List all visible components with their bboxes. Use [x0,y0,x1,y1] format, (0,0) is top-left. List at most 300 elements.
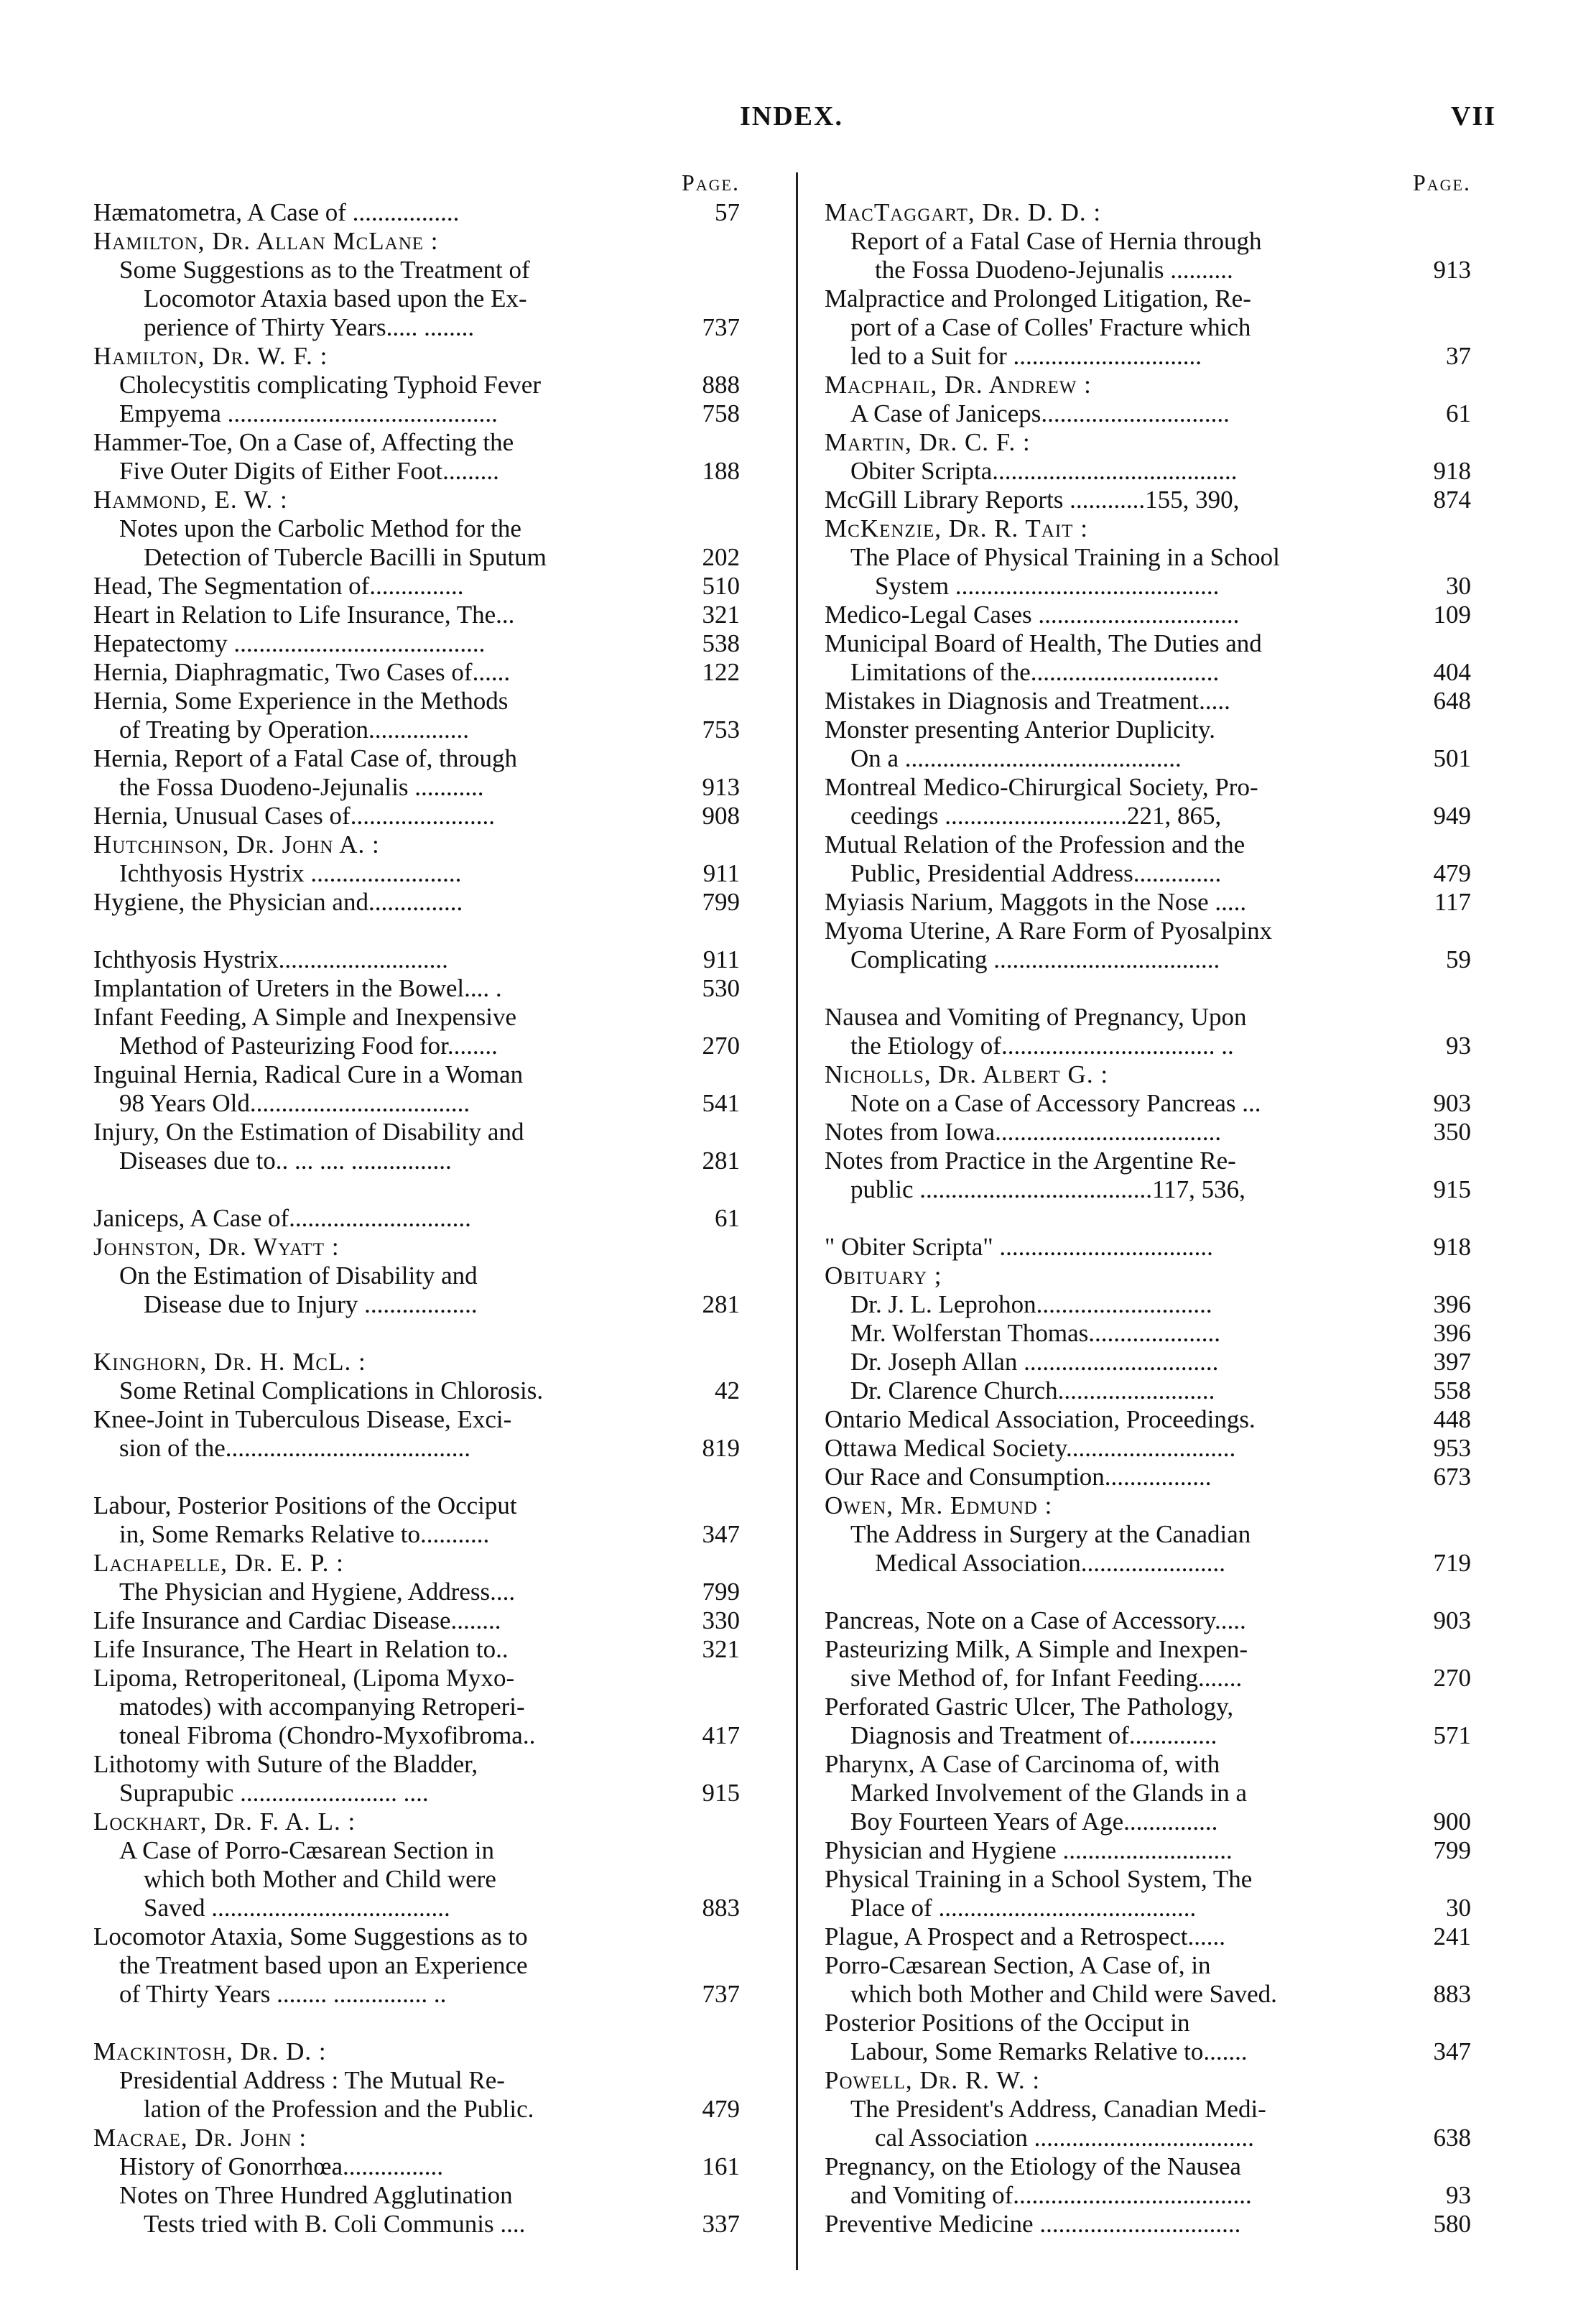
index-entry [93,716,740,744]
index-entry [825,687,1471,716]
entry-page-number: 281 [702,1290,740,1318]
entry-text: of Thirty Years ........ ............... .. [119,1980,447,2008]
entry-page-number: 161 [702,2152,740,2180]
entry-text: sion of the....................................... [119,1434,471,1462]
index-entry [825,601,1471,629]
entry-text: Ichthyosis Hystrix ........................ [119,859,462,887]
entry-text: Hamilton, Dr. W. F. : [93,342,328,370]
index-entry [825,1664,1471,1693]
section-gap [825,1578,1471,1606]
index-entry [825,2095,1471,2124]
index-entry [825,658,1471,687]
entry-text: Some Suggestions as to the Treatment of [119,256,530,284]
entry-text: McKenzie, Dr. R. Tait : [825,514,1088,542]
entry-page-number: 93 [1446,1032,1471,1060]
entry-text: sive Method of, for Infant Feeding....... [850,1664,1243,1692]
index-entry [93,687,740,716]
author-heading [825,1262,1471,1290]
entry-page-number: 558 [1433,1376,1471,1404]
index-entry [93,888,740,917]
entry-text: Medico-Legal Cases ................................ [825,601,1240,629]
index-entry [93,2152,740,2181]
author-heading [825,2066,1471,2095]
index-entry [825,2124,1471,2152]
entry-page-number: 719 [1433,1549,1471,1577]
entry-text: MacTaggart, Dr. D. D. : [825,198,1102,226]
index-entry [93,457,740,486]
entry-text: Monster presenting Anterior Duplicity. [825,716,1216,744]
page-title: INDEX. [740,101,843,131]
index-entry [93,1290,740,1319]
entry-text: Place of ......................................... [850,1894,1197,1922]
index-entry [93,802,740,830]
section-gap [93,1463,740,1491]
entry-text: Obituary ; [825,1262,942,1290]
entry-text: Presidential Address : The Mutual Re- [119,2066,505,2094]
entry-text: Mistakes in Diagnosis and Treatment..... [825,687,1230,715]
entry-text: and Vomiting of...................................... [850,2181,1252,2209]
index-entry [825,2009,1471,2037]
entry-page-number: 330 [702,1606,740,1634]
entry-text: Method of Pasteurizing Food for........ [119,1032,498,1060]
index-entry [825,716,1471,744]
entry-text: " Obiter Scripta" .................................. [825,1233,1213,1261]
entry-page-number: 188 [702,457,740,485]
entry-text: Lithotomy with Suture of the Bladder, [93,1750,478,1778]
index-entry [93,1434,740,1463]
index-entry [825,399,1471,428]
index-entry [93,1147,740,1175]
index-entry [825,629,1471,658]
entry-text: Empyema ........................................... [119,399,498,427]
entry-page-number: 337 [702,2210,740,2238]
entry-page-number: 737 [702,1980,740,2008]
index-entry [825,572,1471,601]
entry-text: Life Insurance and Cardiac Disease........ [93,1606,501,1634]
entry-text: Life Insurance, The Heart in Relation to.. [93,1635,509,1663]
index-entry [825,1606,1471,1635]
entry-page-number: 479 [702,2095,740,2123]
entry-text: Posterior Positions of the Occiput in [825,2009,1190,2037]
entry-text: Lockhart, Dr. F. A. L. : [93,1808,356,1836]
entry-page-number: 538 [702,629,740,657]
entry-text: Hernia, Unusual Cases of....................... [93,802,495,830]
index-entry [825,1434,1471,1463]
index-entry [93,2181,740,2210]
entry-text: Marked Involvement of the Glands in a [850,1779,1248,1807]
entry-text: Municipal Board of Health, The Duties and [825,629,1262,657]
index-entry [93,1520,740,1549]
index-entry [825,773,1471,802]
entry-page-number: 321 [702,1635,740,1663]
entry-text: Hutchinson, Dr. John A. : [93,830,380,859]
entry-page-number: 417 [702,1721,740,1749]
index-entry [93,1721,740,1750]
entry-text: ceedings .............................221, 865, [850,802,1222,830]
index-entry [825,486,1471,514]
index-entry [825,1721,1471,1750]
entry-text: Hammer-Toe, On a Case of, Affecting the [93,428,514,456]
entry-page-number: 915 [702,1779,740,1807]
entry-page-number: 799 [702,888,740,916]
entry-text: Hamilton, Dr. Allan McLane : [93,227,439,255]
author-heading [825,198,1471,227]
entry-text: Limitations of the.............................. [850,658,1220,686]
entry-text: matodes) with accompanying Retroperi- [119,1693,525,1721]
index-entry [93,371,740,399]
entry-page-number: 350 [1433,1118,1471,1146]
entry-page-number: 30 [1446,572,1471,600]
index-entry [825,945,1471,974]
entry-text: Martin, Dr. C. F. : [825,428,1031,456]
entry-page-number: 479 [1433,859,1471,887]
entry-page-number: 117 [1434,888,1471,916]
entry-page-number: 913 [702,773,740,801]
index-entry [93,1635,740,1664]
index-entry [93,744,740,773]
entry-page-number: 753 [702,716,740,744]
entry-text: Lipoma, Retroperitoneal, (Lipoma Myxo- [93,1664,515,1692]
index-entry [825,284,1471,313]
entry-text: Heart in Relation to Life Insurance, The... [93,601,515,629]
index-entry-list [825,198,1471,2239]
entry-text: Complicating .................................... [850,945,1220,973]
entry-page-number: 61 [715,1204,740,1232]
author-heading [93,342,740,371]
entry-text: Pasteurizing Milk, A Simple and Inexpen- [825,1635,1248,1663]
entry-text: Nicholls, Dr. Albert G. : [825,1060,1109,1088]
index-entry [93,1693,740,1721]
index-entry [93,1262,740,1290]
entry-page-number: 953 [1433,1434,1471,1462]
entry-page-number: 580 [1433,2210,1471,2238]
entry-text: Saved ...................................... [144,1894,450,1922]
entry-text: The Place of Physical Training in a School [850,543,1280,571]
author-heading [93,227,740,256]
entry-text: Myiasis Narium, Maggots in the Nose ..... [825,888,1247,916]
index-entry [825,1951,1471,1980]
page-number: VII [1451,101,1497,131]
entry-text: Mutual Relation of the Profession and the [825,830,1245,859]
index-entry [825,1836,1471,1865]
index-entry [93,601,740,629]
entry-text: Porro-Cæsarean Section, A Case of, in [825,1951,1211,1979]
entry-page-number: 321 [702,601,740,629]
author-heading [825,371,1471,399]
entry-text: Pharynx, A Case of Carcinoma of, with [825,1750,1220,1778]
entry-text: Hepatectomy ........................................ [93,629,486,657]
index-entry [93,572,740,601]
index-entry [93,1779,740,1808]
entry-text: Injury, On the Estimation of Disability and [93,1118,524,1146]
entry-page-number: 908 [702,802,740,830]
entry-page-number: 530 [702,974,740,1002]
entry-text: Physician and Hygiene ........................... [825,1836,1233,1864]
index-entry [93,543,740,572]
index-entry [825,543,1471,572]
entry-page-number: 122 [702,658,740,686]
entry-text: Hernia, Diaphragmatic, Two Cases of...... [93,658,511,686]
author-heading [93,2124,740,2152]
index-entry [93,1750,740,1779]
entry-page-number: 883 [702,1894,740,1922]
entry-text: in, Some Remarks Relative to........... [119,1520,490,1548]
index-entry [93,945,740,974]
entry-page-number: 799 [702,1578,740,1606]
index-entry [825,1175,1471,1204]
index-entry [93,658,740,687]
entry-text: Medical Association....................... [875,1549,1226,1577]
index-entry [93,1491,740,1520]
index-column-left [93,170,740,2239]
entry-text: Inguinal Hernia, Radical Cure in a Woman [93,1060,524,1088]
entry-page-number: 949 [1433,802,1471,830]
index-entry [93,198,740,227]
entry-text: led to a Suit for .............................. [850,342,1202,370]
author-heading [93,1549,740,1578]
entry-text: Notes upon the Carbolic Method for the [119,514,521,542]
index-entry [825,2152,1471,2181]
index-entry [825,1922,1471,1951]
entry-text: Labour, Posterior Positions of the Occiput [93,1491,517,1519]
entry-text: Boy Fourteen Years of Age............... [850,1808,1218,1836]
index-entry [825,1147,1471,1175]
index-entry [93,1060,740,1089]
section-gap [93,2009,740,2037]
index-entry [93,1664,740,1693]
entry-text: Owen, Mr. Edmund : [825,1491,1053,1519]
author-heading [825,514,1471,543]
entry-text: Obiter Scripta....................................... [850,457,1238,485]
entry-text: 98 Years Old................................... [119,1089,470,1117]
index-entry [825,1319,1471,1348]
index-entry [93,1405,740,1434]
index-entry [93,1578,740,1606]
entry-text: Report of a Fatal Case of Hernia through [850,227,1262,255]
entry-text: Implantation of Ureters in the Bowel.... . [93,974,502,1002]
entry-page-number: 819 [702,1434,740,1462]
entry-text: Detection of Tubercle Bacilli in Sputum [144,543,547,571]
index-entry [93,1836,740,1865]
entry-text: Head, The Segmentation of............... [93,572,464,600]
index-entry [825,1808,1471,1836]
index-entry [825,1233,1471,1262]
index-entry [825,256,1471,284]
entry-text: Diseases due to.. ... .... ................ [119,1147,452,1175]
entry-text: Knee-Joint in Tuberculous Disease, Exci- [93,1405,512,1433]
entry-page-number: 281 [702,1147,740,1175]
section-gap [93,1175,740,1204]
entry-text: Cholecystitis complicating Typhoid Fever [119,371,541,399]
entry-text: On the Estimation of Disability and [119,1262,478,1290]
index-entry [93,284,740,313]
index-entry [825,1894,1471,1922]
entry-text: System .......................................... [875,572,1220,600]
entry-page-number: 638 [1433,2124,1471,2152]
index-entry [93,514,740,543]
entry-text: the Treatment based upon an Experience [119,1951,528,1979]
entry-text: toneal Fibroma (Chondro-Myxofibroma.. [119,1721,536,1749]
entry-text: Locomotor Ataxia, Some Suggestions as to [93,1922,528,1950]
index-entry [93,1951,740,1980]
index-entry [825,917,1471,945]
author-heading [93,830,740,859]
entry-text: Mr. Wolferstan Thomas..................... [850,1319,1221,1347]
index-entry [825,1003,1471,1032]
entry-text: Suprapubic ......................... .... [119,1779,429,1807]
entry-text: Notes from Iowa.................................... [825,1118,1222,1146]
entry-text: Pancreas, Note on a Case of Accessory..... [825,1606,1246,1634]
index-entry [825,1290,1471,1319]
entry-text: Ontario Medical Association, Proceedings. [825,1405,1256,1433]
index-entry [93,1003,740,1032]
index-entry [825,227,1471,256]
entry-text: Nausea and Vomiting of Pregnancy, Upon [825,1003,1247,1031]
entry-text: Macphail, Dr. Andrew : [825,371,1092,399]
entry-text: Montreal Medico-Chirurgical Society, Pro- [825,773,1258,801]
entry-page-number: 501 [1433,744,1471,772]
entry-text: Physical Training in a School System, The [825,1865,1253,1893]
index-entry [825,313,1471,342]
section-gap [825,1204,1471,1233]
entry-text: Infant Feeding, A Simple and Inexpensive [93,1003,517,1031]
section-gap [93,917,740,945]
entry-text: Myoma Uterine, A Rare Form of Pyosalpinx [825,917,1273,945]
entry-page-number: 911 [702,859,740,887]
index-entry [93,313,740,342]
entry-page-number: 571 [1433,1721,1471,1749]
index-entry [825,1865,1471,1894]
entry-page-number: 888 [702,371,740,399]
entry-page-number: 37 [1446,342,1471,370]
entry-text: Malpractice and Prolonged Litigation, Re- [825,284,1251,313]
entry-text: Dr. J. L. Leprohon............................ [850,1290,1212,1318]
entry-page-number: 57 [715,198,740,226]
entry-text: Some Retinal Complications in Chlorosis. [119,1376,544,1404]
entry-text: Dr. Joseph Allan ............................... [850,1348,1219,1376]
entry-page-number: 903 [1433,1606,1471,1634]
entry-text: public .....................................117, 536, [850,1175,1245,1203]
author-heading [93,1233,740,1262]
index-entry [825,888,1471,917]
entry-text: The President's Address, Canadian Medi- [850,2095,1266,2123]
entry-page-number: 347 [1433,2037,1471,2065]
index-entry [93,1894,740,1922]
index-entry [93,256,740,284]
index-entry [825,457,1471,486]
index-entry [825,1779,1471,1808]
entry-text: Note on a Case of Accessory Pancreas ... [850,1089,1261,1117]
entry-text: McGill Library Reports ............155, 390, [825,486,1240,514]
index-entry [93,1865,740,1894]
index-entry [825,1348,1471,1376]
entry-text: Public, Presidential Address.............. [850,859,1222,887]
author-heading [825,1060,1471,1089]
index-entry [93,2210,740,2239]
index-entry [93,1922,740,1951]
entry-page-number: 404 [1433,658,1471,686]
entry-text: Janiceps, A Case of............................. [93,1204,471,1232]
entry-text: which both Mother and Child were Saved. [850,1980,1277,2008]
entry-text: Kinghorn, Dr. H. McL. : [93,1348,366,1376]
entry-page-number: 903 [1433,1089,1471,1117]
entry-text: of Treating by Operation................ [119,716,470,744]
index-entry [93,859,740,888]
author-heading [93,2037,740,2066]
entry-page-number: 42 [715,1376,740,1404]
entry-text: Pregnancy, on the Etiology of the Nausea [825,2152,1241,2180]
entry-text: The Address in Surgery at the Canadian [850,1520,1251,1548]
entry-text: the Fossa Duodeno-Jejunalis .......... [875,256,1233,284]
index-entry [93,2095,740,2124]
entry-page-number: 673 [1433,1463,1471,1491]
entry-page-number: 918 [1433,457,1471,485]
author-heading [93,1808,740,1836]
index-entry [825,1693,1471,1721]
entry-text: Perforated Gastric Ulcer, The Pathology, [825,1693,1234,1721]
entry-page-number: 61 [1446,399,1471,427]
index-entry [825,830,1471,859]
index-entry [93,1376,740,1405]
entry-text: Lachapelle, Dr. E. P. : [93,1549,344,1577]
entry-page-number: 397 [1433,1348,1471,1376]
entry-text: Disease due to Injury .................. [144,1290,478,1318]
entry-page-number: 30 [1446,1894,1471,1922]
entry-page-number: 109 [1433,601,1471,629]
entry-text: perience of Thirty Years..... ........ [144,313,475,341]
entry-text: Ichthyosis Hystrix........................... [93,945,448,973]
index-entry [93,1089,740,1118]
entry-text: port of a Case of Colles' Fracture which [850,313,1251,341]
index-column-right [825,170,1471,2239]
index-entry [825,1032,1471,1060]
entry-text: Dr. Clarence Church......................... [850,1376,1215,1404]
section-gap [93,1319,740,1348]
entry-page-number: 911 [702,945,740,973]
page-header [0,101,1596,144]
index-entry [93,428,740,457]
index-entry [825,1549,1471,1578]
entry-page-number: 448 [1433,1405,1471,1433]
entry-page-number: 510 [702,572,740,600]
index-entry [825,1980,1471,2009]
entry-text: the Etiology of.................................. .. [850,1032,1234,1060]
index-entry [825,1118,1471,1147]
entry-text: which both Mother and Child were [144,1865,496,1893]
index-entry [825,1463,1471,1491]
entry-text: lation of the Profession and the Public. [144,2095,534,2123]
index-entry [825,1750,1471,1779]
entry-text: Five Outer Digits of Either Foot......... [119,457,499,485]
entry-text: cal Association ................................... [875,2124,1254,2152]
entry-page-number: 241 [1433,1922,1471,1950]
index-entry [825,1376,1471,1405]
entry-text: Hygiene, the Physician and............... [93,888,463,916]
entry-page-number: 396 [1433,1319,1471,1347]
entry-page-number: 918 [1433,1233,1471,1261]
entry-text: the Fossa Duodeno-Jejunalis ........... [119,773,484,801]
entry-text: Locomotor Ataxia based upon the Ex- [144,284,527,313]
entry-page-number: 270 [702,1032,740,1060]
column-divider [796,172,798,2270]
entry-text: Hammond, E. W. : [93,486,288,514]
entry-text: Plague, A Prospect and a Retrospect...... [825,1922,1225,1950]
entry-page-number: 270 [1433,1664,1471,1692]
entry-text: Labour, Some Remarks Relative to....... [850,2037,1248,2065]
entry-text: Hernia, Some Experience in the Methods [93,687,509,715]
entry-text: Johnston, Dr. Wyatt : [93,1233,340,1261]
author-heading [93,1348,740,1376]
